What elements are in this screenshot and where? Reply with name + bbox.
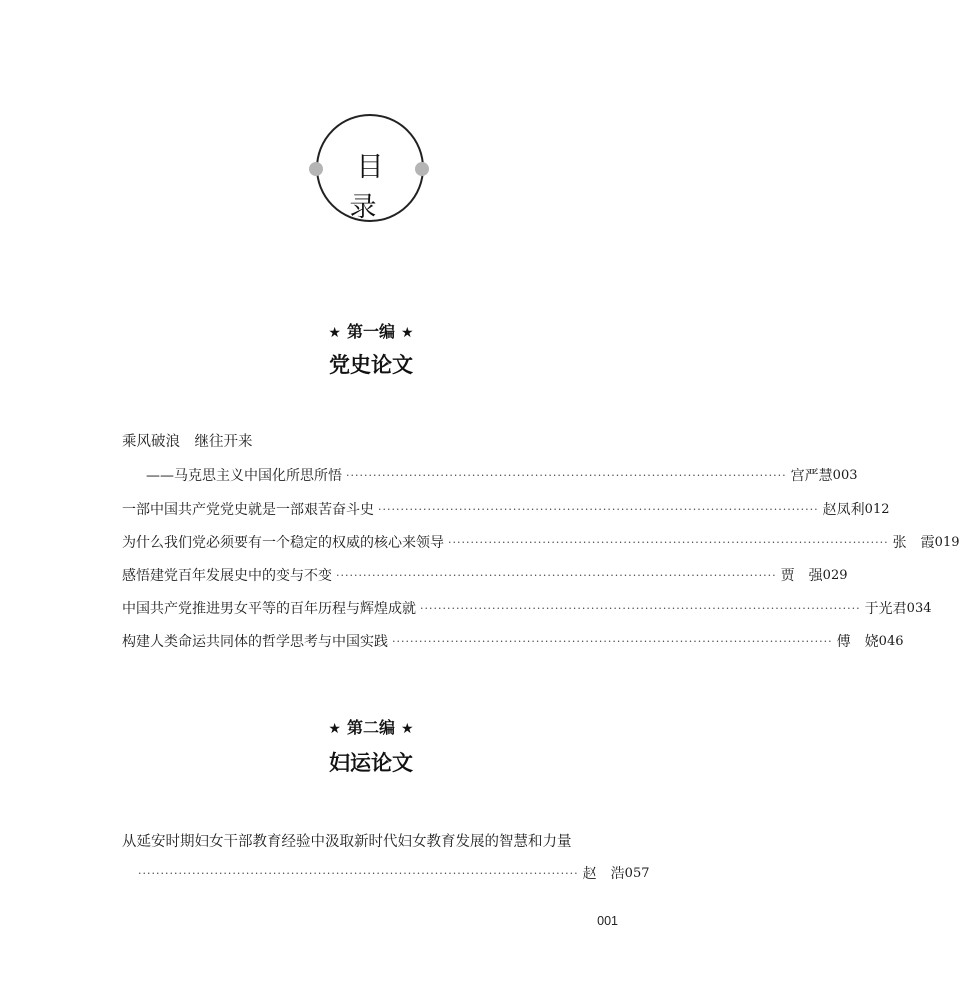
toc-entry-title: 感悟建党百年发展史中的变与不变 — [122, 568, 332, 584]
part-1-title: 党史论文 — [329, 353, 413, 377]
toc-entry-author: 张 霞 — [892, 535, 935, 551]
toc-entry[interactable] — [122, 597, 932, 621]
toc-entry-page: 046 — [878, 634, 904, 649]
dot-leader: ·································································································· — [420, 602, 861, 615]
toc-entry-page: 057 — [624, 866, 650, 881]
toc-entry-author: 宫严慧 — [790, 468, 833, 484]
part-2-label: 第二编 — [346, 718, 395, 737]
dot-leader: ·································································································· — [336, 569, 777, 582]
toc-entry-author: 于光君 — [864, 601, 907, 617]
toc-entry-author: 赵 浩 — [582, 866, 625, 882]
toc-entry-page: 019 — [934, 535, 960, 550]
toc-entry-page: 012 — [864, 502, 890, 517]
toc-entry-title: 乘风破浪 继往开来 — [122, 434, 253, 450]
part-1-label-row — [0, 320, 742, 345]
star-icon: ★ — [328, 721, 341, 737]
toc-entry[interactable] — [122, 564, 848, 588]
part-2-title: 妇运论文 — [329, 751, 413, 775]
toc-entry-title: 中国共产党推进男女平等的百年历程与辉煌成就 — [122, 601, 416, 617]
toc-entry-title: 从延安时期妇女干部教育经验中汲取新时代妇女教育发展的智慧和力量 — [122, 834, 572, 850]
toc-entry-author: 赵凤利 — [822, 502, 865, 518]
toc-entry-page: 003 — [832, 468, 858, 483]
toc-entry-page: 029 — [822, 568, 848, 583]
toc-entry[interactable] — [122, 498, 890, 522]
star-icon: ★ — [401, 325, 414, 341]
toc-entry[interactable] — [134, 862, 650, 886]
toc-entry-title: 一部中国共产党党史就是一部艰苦奋斗史 — [122, 502, 374, 518]
toc-entry-author: 贾 强 — [780, 568, 823, 584]
toc-entry[interactable] — [122, 531, 960, 555]
toc-entry[interactable] — [146, 464, 858, 488]
toc-entry-title: 构建人类命运共同体的哲学思考与中国实践 — [122, 634, 388, 650]
star-icon: ★ — [328, 325, 341, 341]
toc-entry-page: 034 — [906, 601, 932, 616]
toc-entry-author: 傅 娆 — [836, 634, 879, 650]
page-number: 001 — [597, 914, 618, 928]
dot-leader: ·································································································· — [346, 469, 787, 482]
toc-title: 目 录 — [349, 152, 398, 223]
dot-leader: ·································································································· — [138, 867, 579, 880]
toc-entry[interactable] — [122, 630, 904, 654]
part-2-label-row — [0, 716, 742, 741]
dot-leader: ·································································································· — [378, 503, 819, 516]
dot-leader: ·································································································· — [448, 536, 889, 549]
part-1-label: 第一编 — [346, 322, 395, 341]
star-icon: ★ — [401, 721, 414, 737]
toc-entry-title: 为什么我们党必须要有一个稳定的权威的核心来领导 — [122, 535, 444, 551]
dot-leader: ·································································································· — [392, 635, 833, 648]
toc-entry-subtitle: ——马克思主义中国化所思所悟 — [146, 468, 342, 484]
